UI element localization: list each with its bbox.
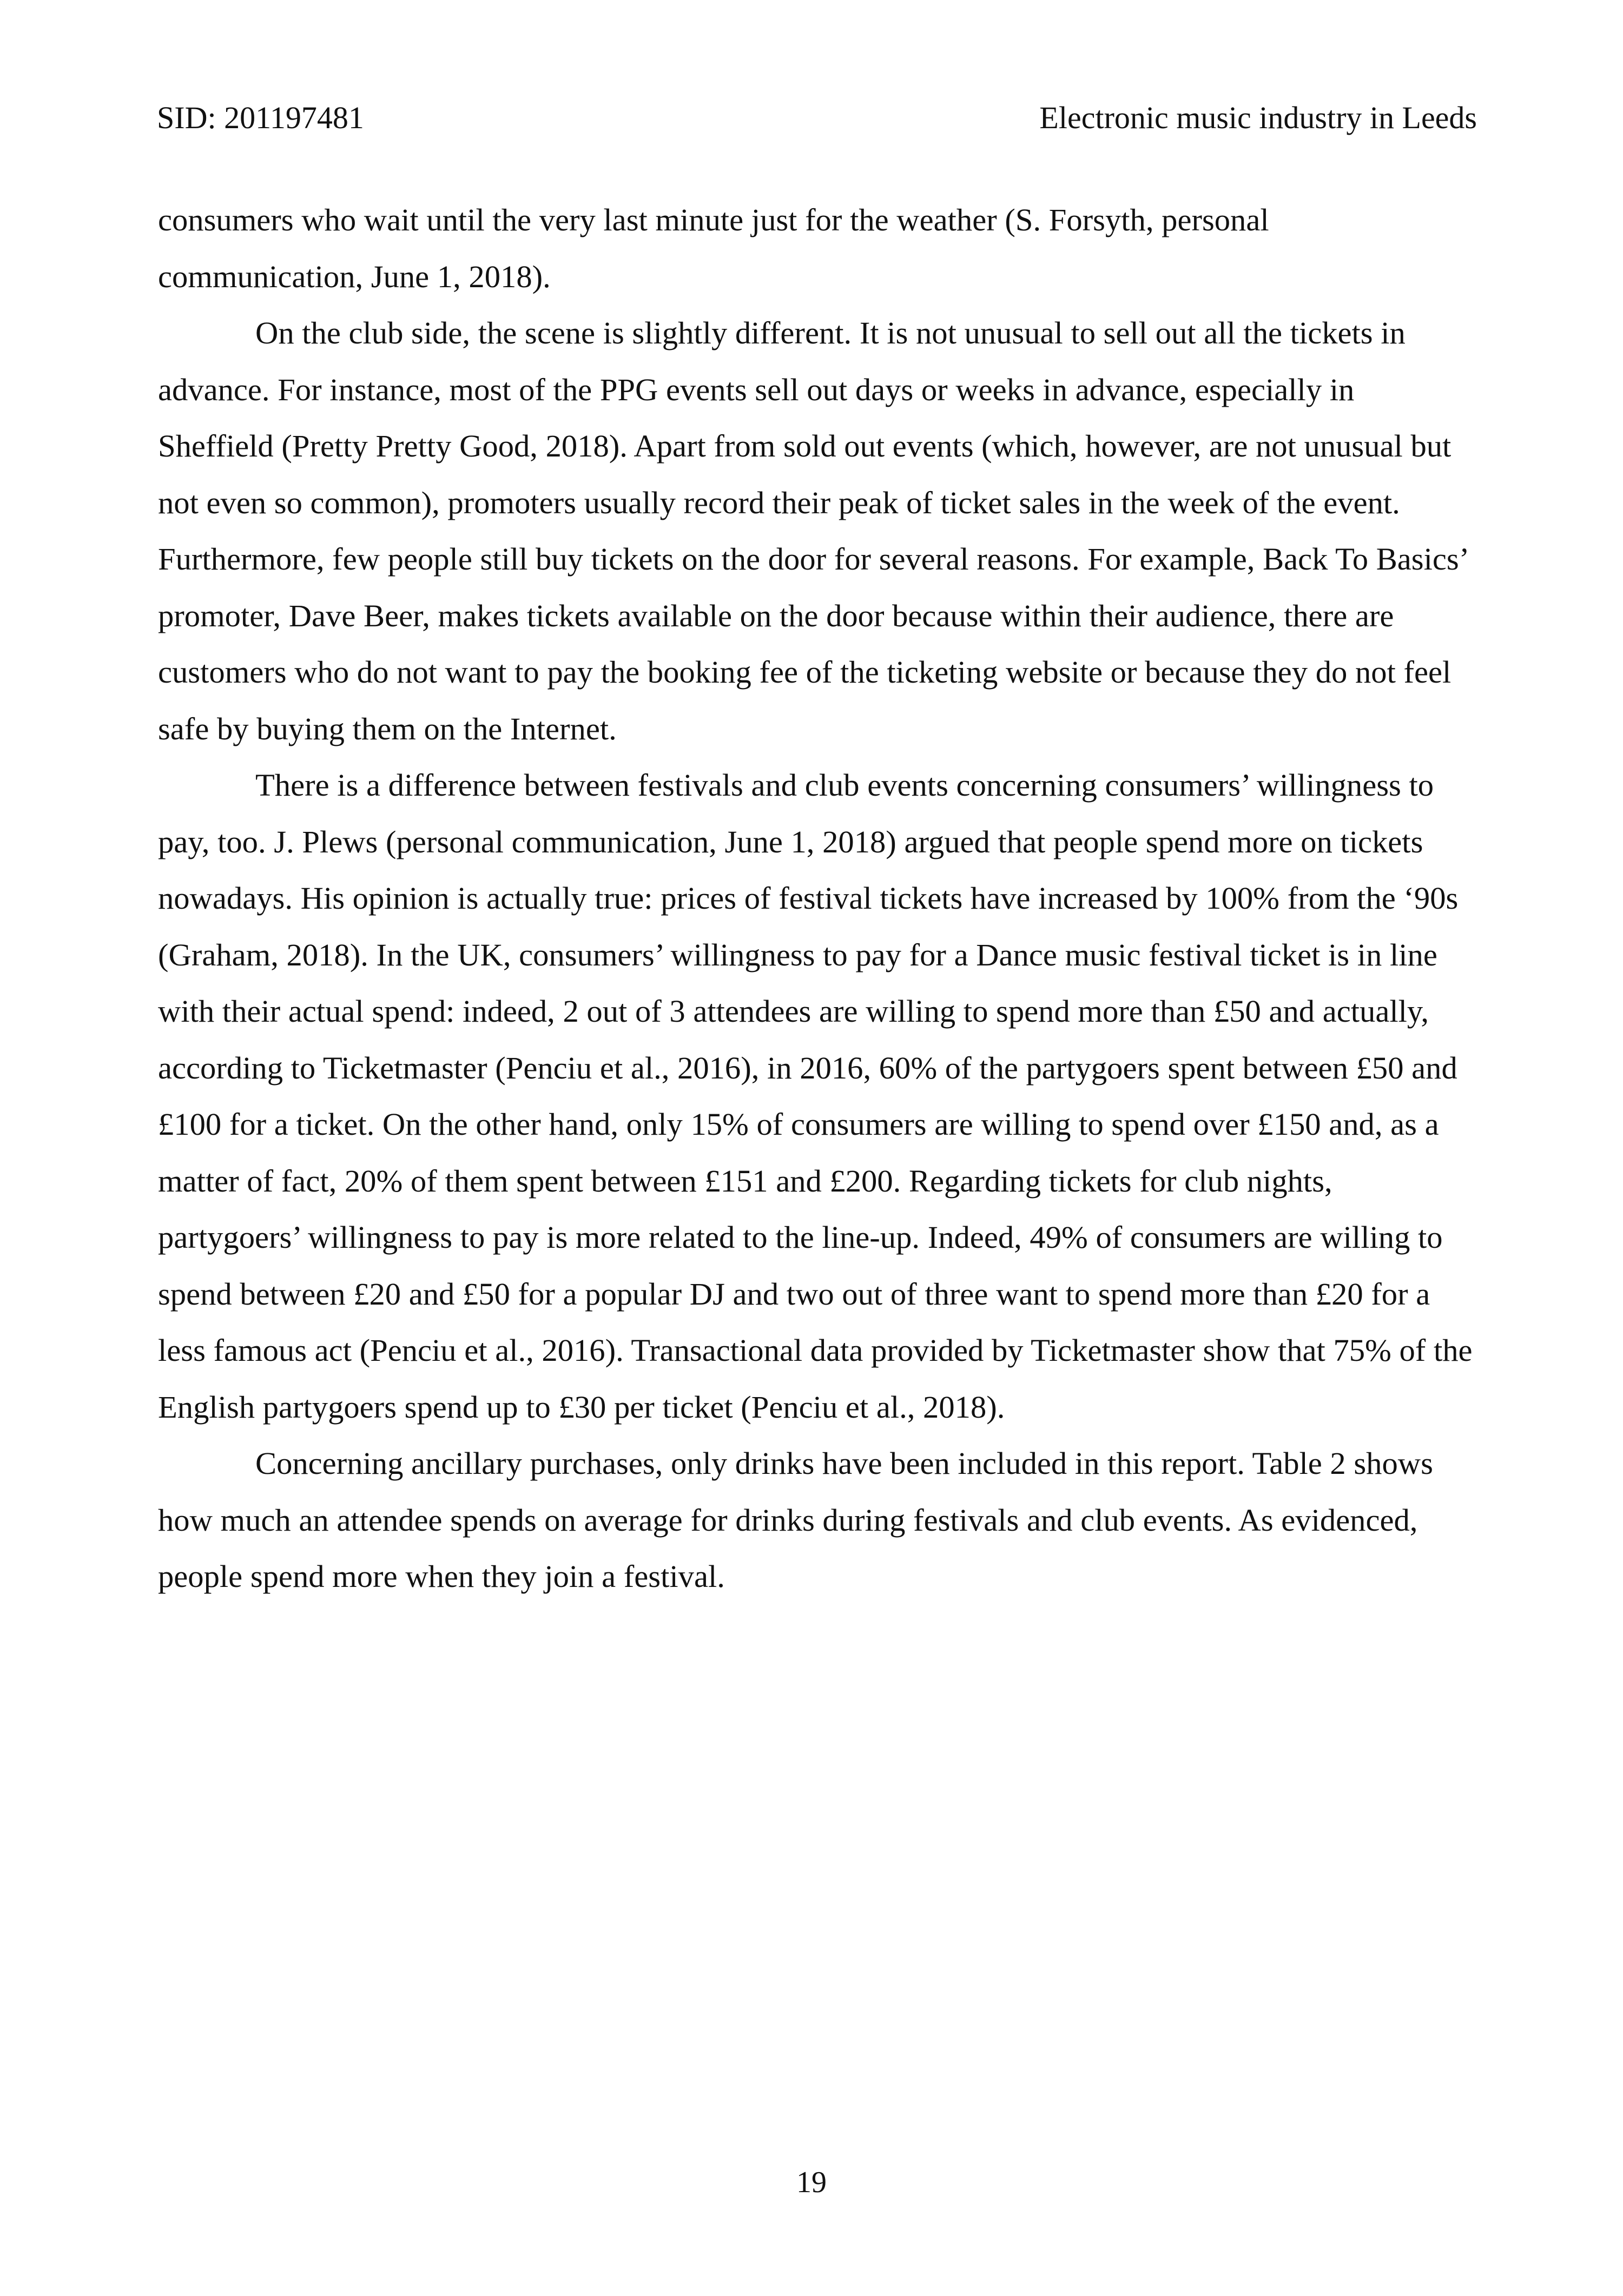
- body-text: [158, 192, 1477, 1605]
- page-number: 19: [796, 2166, 827, 2199]
- paragraph-willingness-to-pay: There is a difference between festivals and club events concerning consumers’ willingness to pay, too. J. Plews (personal communication, June 1, 2018) argued that people spend more on tickets nowadays. His opinion is actually true: prices of festival tickets have increased by 100% from the ‘90s (Graham, 2018). In the UK, consumers’ willingness to pay for a Dance music festival ticket is in line with their actual spend: indeed, 2 out of 3 attendees are willing to spend more than £50 and actually, according to Ticketmaster (Penciu et al., 2016), in 2016, 60% of the partygoers spent between £50 and £100 for a ticket. On the other hand, only 15% of consumers are willing to spend over £150 and, as a matter of fact, 20% of them spent between £151 and £200. Regarding tickets for club nights, partygoers’ willingness to pay is more related to the line-up. Indeed, 49% of consumers are willing to spend between £20 and £50 for a popular DJ and two out of three want to spend more than £20 for a less famous act (Penciu et al., 2016). Transactional data provided by Ticketmaster show that 75% of the English partygoers spend up to £30 per ticket (Penciu et al., 2018).: [158, 767, 1473, 1425]
- header-student-id: SID: 201197481: [157, 100, 364, 135]
- paragraph-continued: consumers who wait until the very last minute just for the weather (S. Forsyth, personal communication, June 1, 2018).: [158, 202, 1269, 294]
- header-running-title: Electronic music industry in Leeds: [1039, 100, 1477, 135]
- page-header: [157, 96, 1477, 140]
- paragraph-ancillary-purchases: Concerning ancillary purchases, only drinks have been included in this report. Table 2 shows how much an attendee spends on average for drinks during festivals and club events. As evidenced, people spend more when they join a festival.: [158, 1446, 1433, 1594]
- paragraph-club-side: On the club side, the scene is slightly different. It is not unusual to sell out all the tickets in advance. For instance, most of the PPG events sell out days or weeks in advance, especially in Sheffield (Pretty Pretty Good, 2018). Apart from sold out events (which, however, are not unusual but not even so common), promoters usually record their peak of ticket sales in the week of the event. Furthermore, few people still buy tickets on the door for several reasons. For example, Back To Basics’ promoter, Dave Beer, makes tickets available on the door because within their audience, there are customers who do not want to pay the booking fee of the ticketing website or because they do not feel safe by buying them on the Internet.: [158, 315, 1467, 746]
